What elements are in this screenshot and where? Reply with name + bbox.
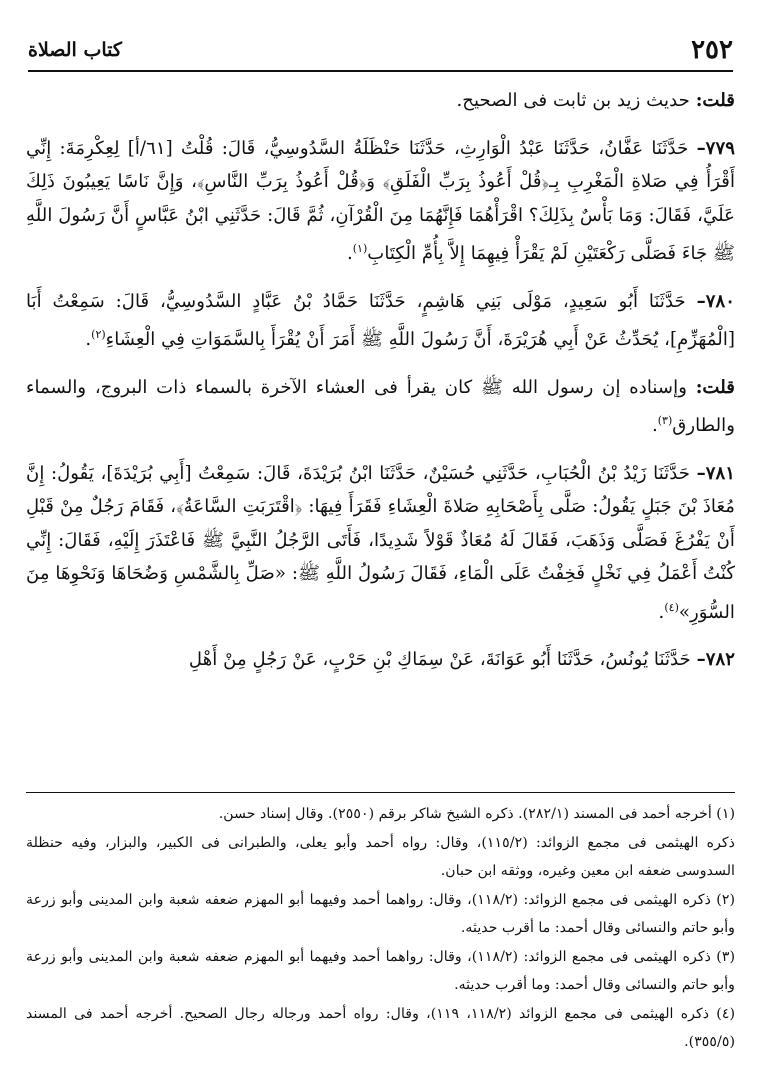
- footnote-divider: [26, 792, 735, 793]
- footnote: ذكره الهيثمى فى مجمع الزوائد: (١١٥/٢)، وقال: رواه أحمد وأبو يعلى، والطبرانى فى الكبير، والبزار، وفيه حنظلة السدوسى ضعفه ابن معين وغيره، ووثقه ابن حبان.: [26, 834, 735, 879]
- hadith-text: حَدَّثَنَا أَبُو سَعِيدٍ، مَوْلَى بَنِي هَاشِمٍ، حَدَّثَنَا حَمَّادُ بْنُ عَبَّادٍ السَّدُوسِيُّ، قَالَ: سَمِعْتُ أَبَا [الْمُهَزِّمِ]، يُحَدِّثُ عَنْ أَبِي هُرَيْرَةَ، أَنَّ رَسُولَ اللَّهِ ﷺ أَمَرَ أَنْ يُقْرَأَ بِالسَّمَوَاتِ فِي الْعِشَاءِ: [26, 290, 735, 351]
- paragraph-tail: .: [651, 415, 658, 437]
- footnote-ref: (١): [352, 242, 368, 255]
- hadith-number: ٧٨١–: [696, 462, 735, 484]
- paragraph-lead: قلت:: [695, 376, 735, 398]
- hadith-779: [26, 132, 735, 271]
- hadith-number: ٧٨٠–: [696, 290, 735, 312]
- hadith-782: [26, 643, 735, 677]
- paragraph-tail: .: [658, 601, 665, 623]
- footnote: (٢) ذكره الهيثمى فى مجمع الزوائد: (١١٨/٢)، وقال: رواهما أحمد وفيهما أبو المهزم ضعفه شعبة وابن المدينى وأبو زرعة وأبو حاتم والنسائى وقال أحمد: ما أقرب حديثه.: [26, 891, 735, 936]
- footnote: (٤) ذكره الهيثمى فى مجمع الزوائد (١١٨/٢، ١١٩)، وقال: رواه أحمد ورجاله رجال الصحيح. أخرجه أحمد فى المسند (٣٥٥/٥).: [26, 1005, 735, 1050]
- footnote-ref: (٤): [664, 600, 679, 614]
- footnotes: [26, 800, 735, 1057]
- footnote: (٣) ذكره الهيثمى فى مجمع الزوائد: (١١٨/٢)، وقال: رواهما أحمد وفيهما أبو المهزم ضعفه شعبة وابن المدينى وأبو زرعة وأبو حاتم والنسائى وقال أحمد: وما أقرب حديثه.: [26, 948, 735, 993]
- paragraph-note-1: [26, 84, 735, 118]
- footnote: (١) أخرجه أحمد فى المسند (٢٨٢/١). ذكره الشيخ شاكر برقم (٢٥٥٠). وقال إسناد حسن.: [218, 806, 735, 822]
- main-text: [26, 84, 735, 677]
- paragraph-tail: .: [85, 329, 92, 351]
- footnote-ref: (٢): [91, 328, 106, 342]
- hadith-number: ٧٧٩–: [696, 137, 735, 159]
- hadith-780: [26, 285, 735, 357]
- hadith-text: حَدَّثَنَا عَفَّانُ، حَدَّثَنَا عَبْدُ الْوَارِثِ، حَدَّثَنَا حَنْظَلَةُ السَّدُوسِيُّ، قَالَ: قُلْتُ [٦١/أ] لِعِكْرِمَةَ: إِنِّي أَقْرَأُ فِي صَلاةِ الْمَغْرِبِ بِـ﴿قُلْ أَعُوذُ بِرَبِّ الْفَلَقِ﴾ وَ﴿قُلْ أَعُوذُ بِرَبِّ النَّاسِ﴾، وَإِنَّ نَاسًا يَعِيبُونَ ذَلِكَ عَلَيَّ، فَقَالَ: وَمَا بَأْسٌ بِذَلِكَ؟ اقْرَأْهُمَا فَإِنَّهُمَا مِنَ الْقُرْآنِ، ثُمَّ قَالَ: حَدَّثَنِي ابْنُ عَبَّاسٍ أَنَّ رَسُولَ اللَّهِ ﷺ جَاءَ فَصَلَّى رَكْعَتَيْنِ لَمْ يَقْرَأْ فِيهِمَا إِلاَّ بِأُمِّ الْكِتَابِ: [26, 137, 735, 265]
- paragraph-lead: قلت:: [695, 90, 735, 111]
- hadith-text: حَدَّثَنَا زَيْدُ بْنُ الْحُبَابِ، حَدَّثَنِي حُسَيْنٌ، حَدَّثَنَا ابْنُ بُرَيْدَةَ، قَالَ: سَمِعْتُ [أَبِي بُرَيْدَةَ]، يَقُولُ: إِنَّ مُعَاذَ بْنَ جَبَلٍ يَقُولُ: صَلَّى بِأَصْحَابِهِ صَلاةَ الْعِشَاءِ فَقَرَأَ فِيهَا: ﴿اقْتَرَبَتِ السَّاعَةُ﴾، فَقَامَ رَجُلٌ مِنْ قَبْلِ أَنْ يَفْرُغَ فَصَلَّى وَذَهَبَ، فَقَالَ لَهُ مُعَاذٌ قَوْلاً شَدِيدًا، فَأَتَى الرَّجُلُ النَّبِيَّ ﷺ فَاعْتَذَرَ إِلَيْهِ، فَقَالَ: إِنِّي كُنْتُ أَعْمَلُ فِي نَخْلٍ فَخِفْتُ عَلَى الْمَاءِ، فَقَالَ رَسُولُ اللَّهِ ﷺ: «صَلِّ بِالشَّمْسِ وَضُحَاهَا وَنَحْوِهَا مِنَ السُّوَرِ»: [26, 462, 735, 623]
- footnote-ref: (٣): [657, 414, 673, 428]
- page-header: [28, 30, 733, 72]
- book-title: كتاب الصلاة: [28, 39, 122, 61]
- page-number: ٢٥٢: [691, 35, 733, 65]
- hadith-number: ٧٨٢–: [696, 649, 735, 671]
- paragraph-text: وإسناده إن رسول الله ﷺ كان يقرأ فى العشاء الآخرة بالسماء ذات البروج، والسماء والطارق: [26, 376, 735, 437]
- hadith-text: حَدَّثَنَا يُونُسُ، حَدَّثَنَا أَبُو عَوَانَةَ، عَنْ سِمَاكِ بْنِ حَرْبٍ، عَنْ رَجُلٍ مِنْ أَهْلِ: [188, 649, 691, 671]
- paragraph-note-2: [26, 371, 735, 443]
- paragraph-tail: .: [346, 243, 353, 265]
- hadith-781: [26, 457, 735, 630]
- paragraph-text: حديث زيد بن ثابت فى الصحيح.: [456, 90, 690, 111]
